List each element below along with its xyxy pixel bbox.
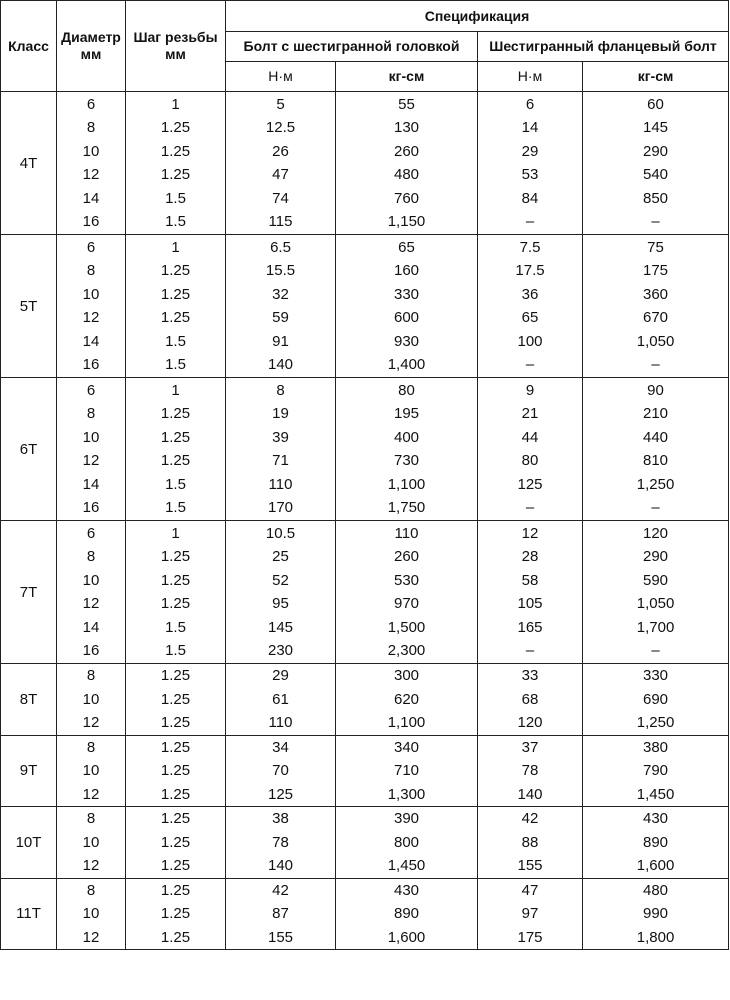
value: 1.25 [160,905,191,922]
value: 8 [86,405,96,422]
value: 1,400 [387,356,426,373]
value: 970 [393,595,420,612]
value: 165 [517,618,543,636]
value: 9 [525,381,535,399]
cell-hex-kgcm [336,235,478,378]
value: 1.5 [165,642,186,659]
value: 12 [82,928,100,946]
value: 760 [393,189,420,207]
table-row [1,235,729,378]
value: 16 [82,213,100,230]
value: 1.5 [165,332,186,350]
value: 1.5 [165,475,186,493]
value: 1.25 [160,142,191,160]
value: 1.25 [160,785,191,803]
value: 730 [393,452,420,469]
value: 400 [393,428,420,446]
value: 440 [643,428,669,446]
value: 1.5 [165,213,186,230]
value: 105 [517,595,543,612]
value: 25 [272,548,289,565]
value: 1.25 [160,857,191,874]
cell-flange-nm [478,92,583,235]
value: 12 [82,166,100,183]
table-row [1,807,729,879]
cell-diameter [57,807,126,879]
cell-diameter [57,235,126,378]
value: 130 [393,119,420,136]
value: 1.25 [160,119,191,136]
class-cell: 6T [1,378,57,521]
value: 1,450 [636,785,675,803]
value: 7.5 [519,238,541,256]
value: 160 [393,262,420,279]
value: 1,700 [636,618,675,636]
value: 16 [82,356,100,373]
value: 140 [267,857,294,874]
value: 1.25 [160,428,191,446]
value: – [525,213,535,230]
value: 88 [521,833,539,851]
value: 260 [393,548,420,565]
value: 91 [272,332,289,350]
header-flange-kgcm: кг-см [583,62,729,92]
value: 97 [521,905,539,922]
value: 17.5 [515,262,545,279]
value: 175 [643,262,669,279]
value: 110 [268,714,293,731]
value: 78 [272,833,289,851]
value: 84 [521,189,539,207]
value: 1.5 [165,189,186,207]
value: 80 [398,381,415,399]
cell-hex-nm [226,807,336,879]
value: 14 [82,618,100,636]
value: 12 [521,524,539,542]
class-cell: 8T [1,664,57,736]
header-class: Класс [1,1,57,92]
value: – [525,642,535,659]
cell-flange-nm [478,878,583,950]
value: – [651,642,660,659]
value: 19 [272,405,289,422]
cell-flange-kgcm [583,521,729,664]
value: 38 [272,810,289,827]
value: 145 [643,119,669,136]
cell-flange-kgcm [583,235,729,378]
cell-hex-nm [226,878,336,950]
value: 44 [521,428,539,446]
value: 360 [643,285,669,303]
value: 74 [272,189,289,207]
value: 1.25 [160,595,191,612]
value: 42 [272,881,289,899]
value: 12 [82,452,100,469]
table-row [1,92,729,235]
value: 34 [272,738,289,756]
value: 620 [393,690,420,708]
cell-flange-nm [478,235,583,378]
value: 330 [393,285,420,303]
value: 230 [267,642,294,659]
value: 1.25 [160,166,191,183]
header-hex-nm: Н·м [226,62,336,92]
cell-hex-nm [226,92,336,235]
value: 6 [86,95,96,113]
value: 80 [521,452,539,469]
value: 110 [268,475,293,493]
value: 300 [393,667,420,684]
value: 800 [393,833,420,851]
value: 340 [393,738,420,756]
class-cell: 4T [1,92,57,235]
value: 55 [398,95,415,113]
header-flange-bolt: Шестигранный фланцевый болт [478,32,729,62]
value: 1.25 [160,714,191,731]
value: 29 [521,142,539,160]
value: 1,250 [636,475,675,493]
cell-hex-kgcm [336,807,478,879]
value: 290 [643,142,669,160]
cell-hex-nm [226,521,336,664]
value: 290 [643,548,669,565]
value: 61 [272,690,289,708]
value: 1.25 [160,690,191,708]
value: 1.5 [165,618,186,636]
cell-diameter [57,878,126,950]
value: 71 [272,452,289,469]
value: 175 [517,928,543,946]
value: 28 [521,548,539,565]
value: 890 [643,833,669,851]
value: 12 [82,785,100,803]
value: 1 [171,238,180,256]
value: 1 [171,95,180,113]
value: 70 [272,762,289,779]
value: 8 [86,738,96,756]
value: 1,050 [636,332,675,350]
cell-pitch [126,878,226,950]
value: 5 [276,95,285,113]
value: 1.25 [160,833,191,851]
value: 260 [393,142,420,160]
value: 1.25 [160,738,191,756]
value: 87 [272,905,289,922]
value: 530 [393,571,420,589]
value: 540 [643,166,669,183]
value: 78 [521,762,539,779]
value: 1,750 [387,499,426,516]
value: 12 [82,309,100,326]
value: 1.5 [165,356,186,373]
cell-flange-kgcm [583,378,729,521]
value: 1,600 [636,857,675,874]
value: 14 [82,475,100,493]
cell-hex-nm [226,378,336,521]
value: 14 [82,332,100,350]
value: 930 [393,332,420,350]
value: 1.25 [160,405,191,422]
value: 29 [272,667,289,684]
value: – [525,499,535,516]
cell-diameter [57,664,126,736]
value: 1,250 [636,714,675,731]
cell-pitch [126,807,226,879]
value: 65 [521,309,539,326]
value: 10 [82,833,100,851]
cell-diameter [57,735,126,807]
value: 600 [393,309,420,326]
value: 710 [393,762,420,779]
value: 6 [525,95,535,113]
class-cell: 11T [1,878,57,950]
value: – [651,356,660,373]
cell-flange-kgcm [583,92,729,235]
cell-hex-kgcm [336,735,478,807]
value: 1.25 [160,548,191,565]
value: 1.25 [160,667,191,684]
value: 10 [82,571,100,589]
value: 990 [643,905,669,922]
header-pitch: Шаг резьбы мм [126,1,226,92]
value: 59 [272,309,289,326]
header-hex-kgcm: кг-см [336,62,478,92]
value: 110 [394,524,419,542]
cell-flange-nm [478,521,583,664]
value: 670 [643,309,669,326]
cell-hex-nm [226,235,336,378]
value: 430 [643,810,669,827]
cell-pitch [126,521,226,664]
table-row [1,878,729,950]
table-row [1,521,729,664]
class-cell: 9T [1,735,57,807]
cell-hex-nm [226,735,336,807]
value: 120 [643,524,669,542]
value: 1 [171,381,180,399]
cell-flange-nm [478,664,583,736]
value: 26 [272,142,289,160]
value: 36 [521,285,539,303]
value: 1 [171,524,180,542]
value: 10 [82,285,100,303]
value: 1,300 [387,785,426,803]
value: 65 [398,238,415,256]
value: 60 [647,95,664,113]
value: 330 [643,667,669,684]
value: 12 [82,714,100,731]
value: 32 [272,285,289,303]
value: 14 [521,119,539,136]
value: 16 [82,499,100,516]
cell-pitch [126,235,226,378]
value: 33 [521,667,539,684]
value: 590 [643,571,669,589]
value: 6 [86,238,96,256]
value: – [651,499,660,516]
cell-flange-nm [478,807,583,879]
value: 145 [267,618,294,636]
cell-flange-kgcm [583,735,729,807]
value: 120 [517,714,543,731]
value: 53 [521,166,539,183]
header-spec: Спецификация [226,1,729,32]
value: 125 [267,785,294,803]
value: 8 [86,548,96,565]
value: 10 [82,428,100,446]
value: 170 [267,499,294,516]
cell-hex-kgcm [336,878,478,950]
value: 42 [521,810,539,827]
value: 480 [643,881,669,899]
value: 1,050 [636,595,675,612]
value: 6 [86,381,96,399]
table-row [1,735,729,807]
value: 47 [521,881,539,899]
value: 68 [521,690,539,708]
value: 140 [267,356,294,373]
value: 210 [643,405,669,422]
value: 10 [82,762,100,779]
cell-flange-kgcm [583,807,729,879]
cell-pitch [126,378,226,521]
value: 10 [82,905,100,922]
value: 8 [86,262,96,279]
value: 155 [517,857,543,874]
value: 6.5 [270,238,291,256]
cell-diameter [57,92,126,235]
value: – [525,356,535,373]
cell-diameter [57,521,126,664]
value: 810 [643,452,669,469]
value: – [651,213,660,230]
value: 1.5 [165,499,186,516]
value: 12 [82,857,100,874]
value: 90 [647,381,664,399]
cell-diameter [57,378,126,521]
value: 850 [643,189,669,207]
header-diameter: Диаметр мм [57,1,126,92]
value: 16 [82,642,100,659]
value: 75 [647,238,664,256]
cell-hex-kgcm [336,521,478,664]
value: 47 [272,166,289,183]
value: 10 [82,142,100,160]
value: 37 [521,738,539,756]
value: 39 [272,428,289,446]
value: 1.25 [160,928,191,946]
table-row [1,664,729,736]
class-cell: 10T [1,807,57,879]
value: 890 [393,905,420,922]
value: 790 [643,762,669,779]
value: 1.25 [160,571,191,589]
value: 390 [393,810,420,827]
table-body [1,92,729,950]
value: 1,600 [387,928,426,946]
value: 140 [517,785,543,803]
value: 52 [272,571,289,589]
value: 10 [82,690,100,708]
value: 1,100 [387,714,426,731]
value: 12 [82,595,100,612]
value: 1,100 [387,475,426,493]
value: 15.5 [265,262,296,279]
table-row [1,378,729,521]
value: 8 [86,810,96,827]
cell-hex-kgcm [336,92,478,235]
cell-pitch [126,92,226,235]
class-cell: 5T [1,235,57,378]
value: 58 [521,571,539,589]
value: 1.25 [160,881,191,899]
value: 95 [272,595,289,612]
value: 380 [643,738,669,756]
cell-hex-nm [226,664,336,736]
value: 690 [643,690,669,708]
value: 115 [268,213,293,230]
value: 8 [86,667,96,684]
value: 1,150 [387,213,426,230]
value: 8 [86,881,96,899]
value: 125 [517,475,543,493]
value: 2,300 [387,642,426,659]
value: 21 [521,405,539,422]
cell-flange-kgcm [583,664,729,736]
value: 1,450 [387,857,426,874]
value: 1.25 [160,452,191,469]
header-flange-nm: Н·м [478,62,583,92]
cell-hex-kgcm [336,664,478,736]
value: 1.25 [160,762,191,779]
cell-pitch [126,735,226,807]
value: 100 [517,332,543,350]
value: 1.25 [160,309,191,326]
value: 1,500 [387,618,426,636]
value: 155 [267,928,294,946]
cell-flange-kgcm [583,878,729,950]
value: 8 [276,381,285,399]
cell-flange-nm [478,378,583,521]
value: 1.25 [160,285,191,303]
table-header [1,1,729,92]
value: 6 [86,524,96,542]
value: 195 [393,405,420,422]
value: 1.25 [160,262,191,279]
value: 430 [393,881,420,899]
cell-flange-nm [478,735,583,807]
value: 12.5 [265,119,296,136]
header-hex-bolt: Болт с шестигранной головкой [226,32,478,62]
cell-hex-kgcm [336,378,478,521]
value: 14 [82,189,100,207]
value: 8 [86,119,96,136]
class-cell: 7T [1,521,57,664]
cell-pitch [126,664,226,736]
value: 1,800 [636,928,675,946]
value: 10.5 [265,524,296,542]
value: 1.25 [160,810,191,827]
value: 480 [393,166,420,183]
